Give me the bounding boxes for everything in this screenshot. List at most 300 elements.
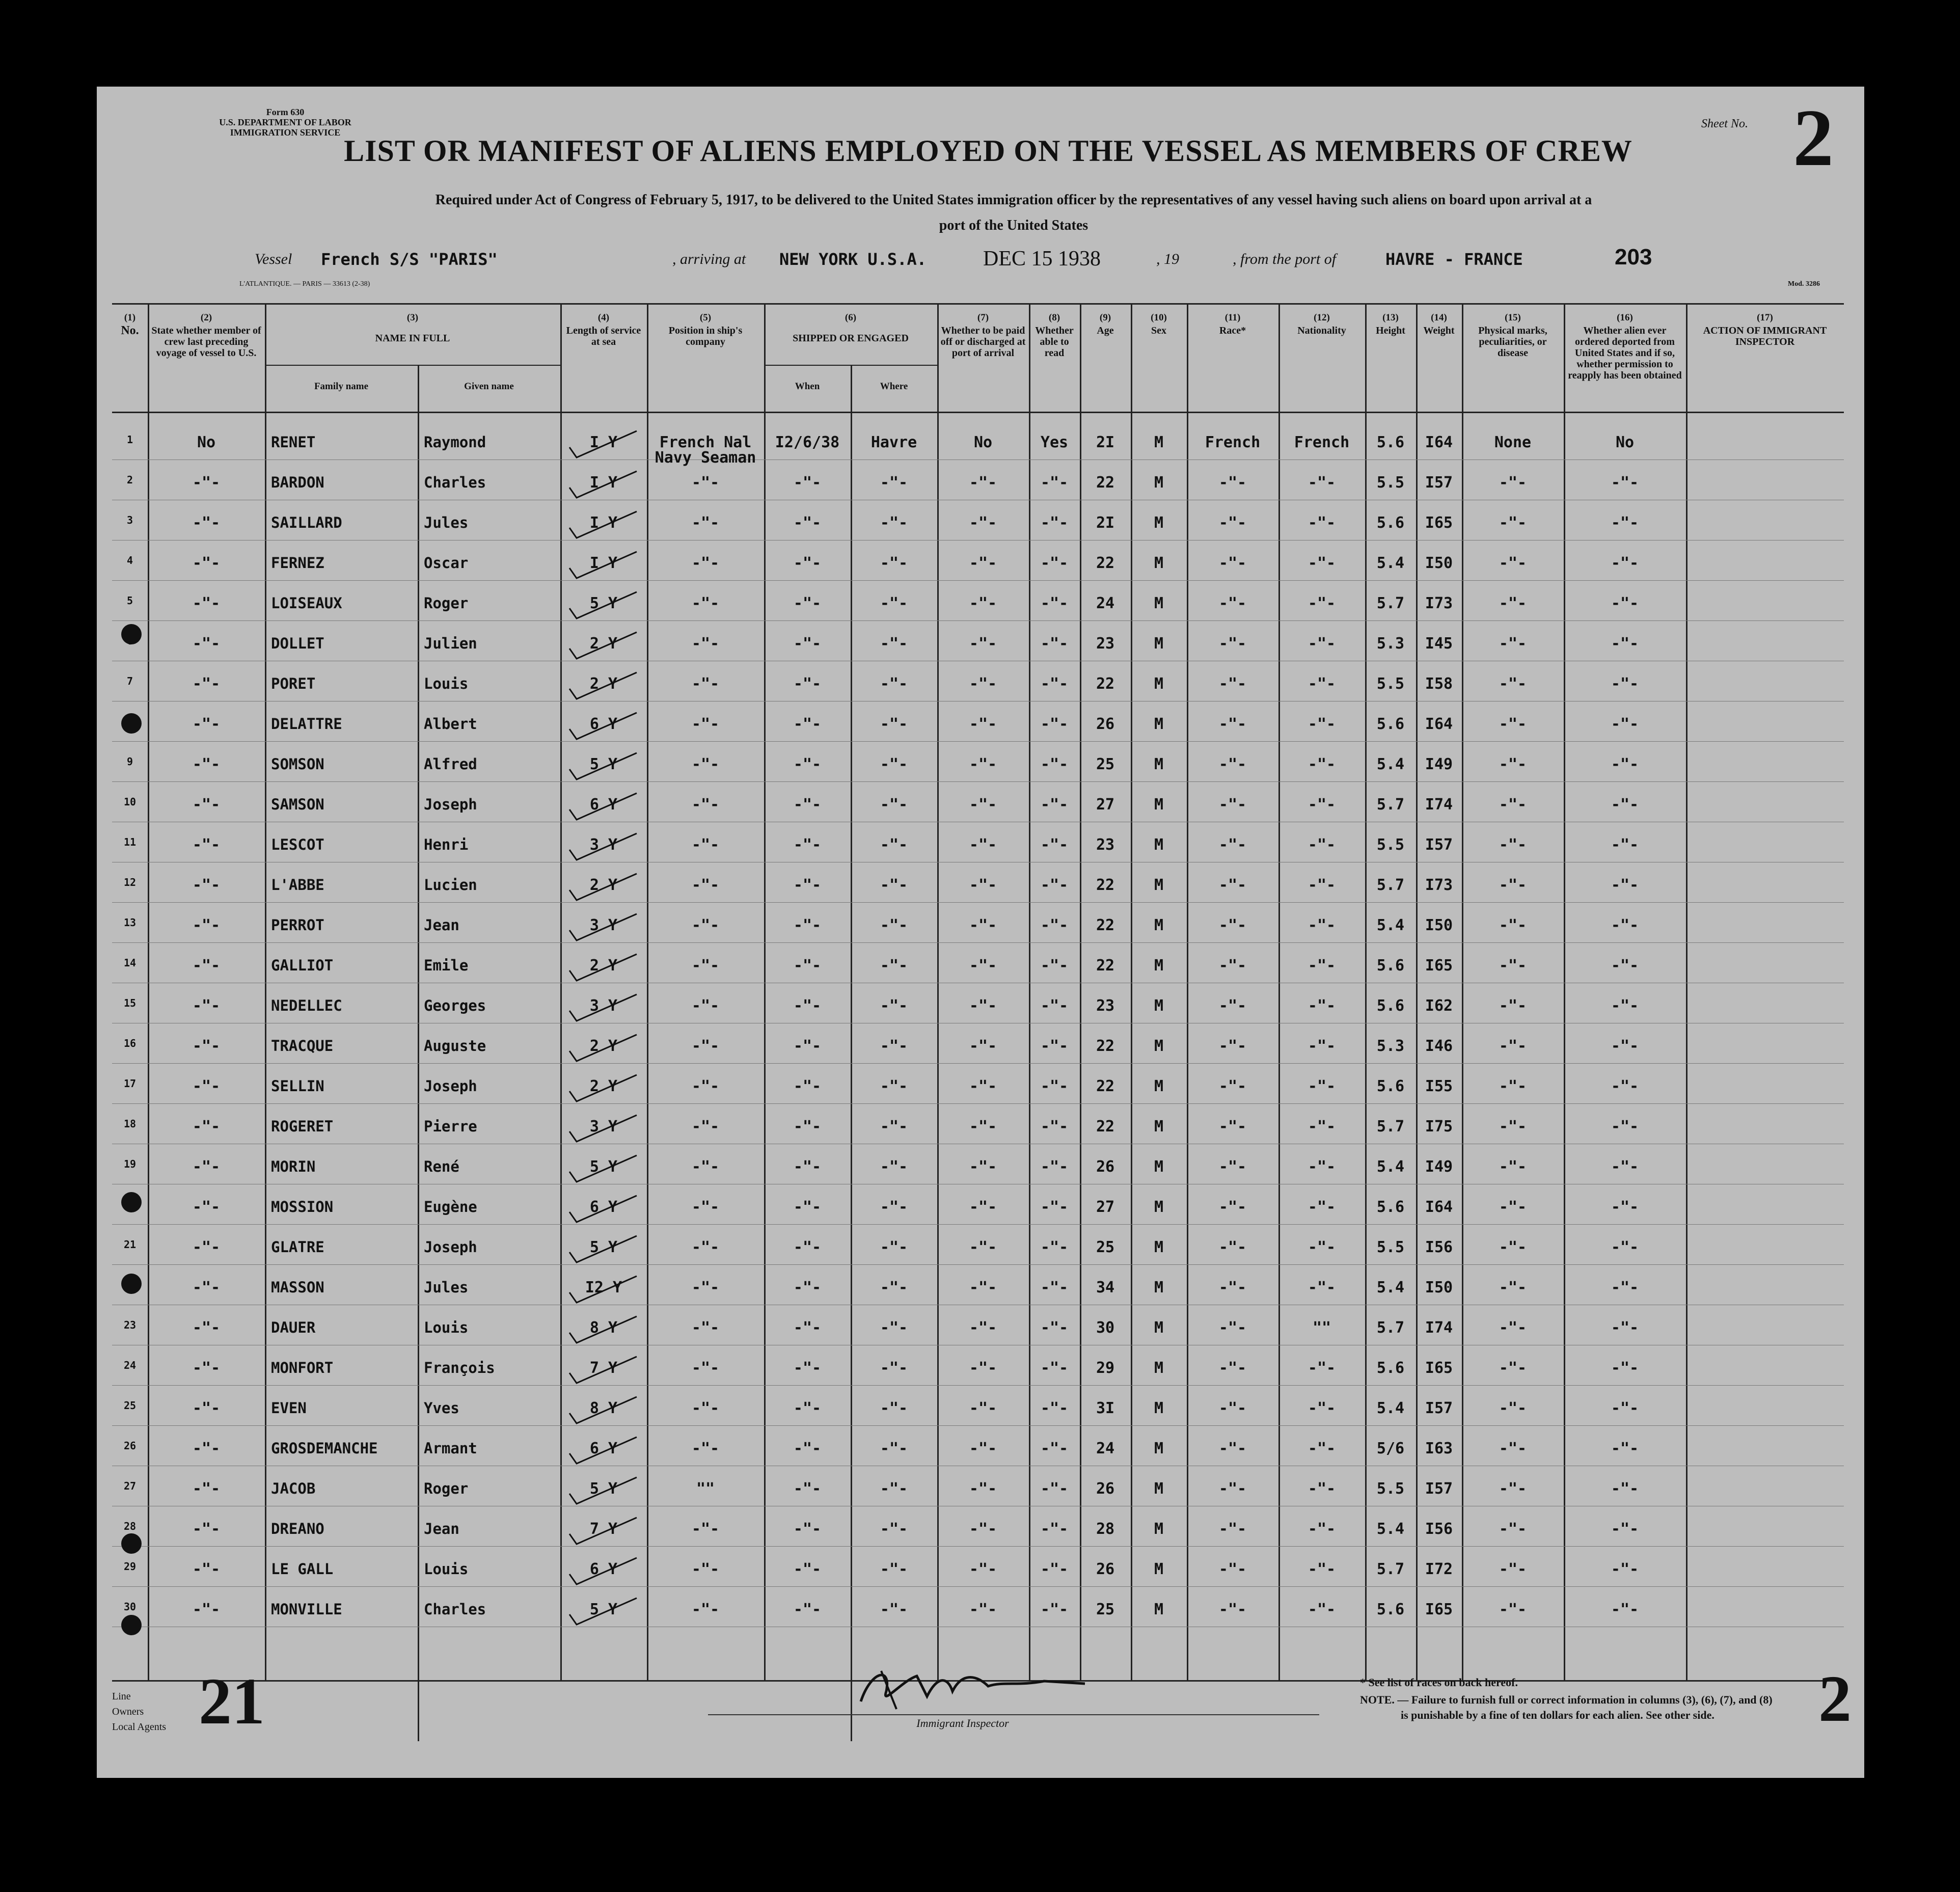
mod-number: Mod. 3286 [1788, 280, 1820, 288]
table-cell-given: Joseph [424, 1077, 477, 1095]
table-cell-age: 22 [1096, 675, 1115, 693]
table-cell-deported: -"- [1611, 1198, 1639, 1216]
table-cell-given: Jean [424, 1520, 459, 1537]
checkmark-icon [565, 1393, 642, 1428]
table-cell-nat: -"- [1308, 514, 1336, 532]
table-cell-prev: -"- [192, 594, 221, 612]
table-cell-position: -"- [691, 1359, 720, 1377]
table-cell-where: -"- [880, 755, 908, 773]
table-cell-nat: -"- [1308, 1440, 1336, 1457]
sheet-number: 2 [1793, 92, 1834, 183]
table-cell-race: -"- [1218, 957, 1247, 975]
table-cell-read: -"- [1040, 1158, 1069, 1176]
table-cell-no: 17 [123, 1077, 137, 1090]
table-cell-height: 5.6 [1376, 514, 1405, 532]
sub-column-header: Family name [314, 381, 369, 392]
table-cell-weight: I65 [1425, 1359, 1453, 1377]
table-cell-no: 4 [126, 554, 133, 566]
table-cell-sex: M [1154, 434, 1164, 451]
table-cell-service: 5 Y [589, 1601, 618, 1618]
table-cell-weight: I75 [1425, 1118, 1453, 1136]
table-cell-no: 10 [123, 796, 137, 808]
table-cell-height: 5.3 [1376, 1037, 1405, 1055]
row-rule [112, 942, 1844, 943]
punch-hole [121, 713, 142, 734]
table-cell-service: 8 Y [589, 1399, 618, 1417]
header-divider [112, 412, 1844, 413]
table-cell-nat: -"- [1308, 1037, 1336, 1055]
table-cell-age: 26 [1096, 1480, 1115, 1498]
table-cell-where: -"- [880, 1440, 908, 1457]
column-number: (8) [1048, 312, 1060, 323]
vessel-label: Vessel [255, 251, 292, 267]
table-cell-nat: French [1294, 434, 1350, 451]
table-cell-sex: M [1154, 1279, 1164, 1296]
table-cell-prev: -"- [192, 474, 221, 492]
column-number: (13) [1382, 312, 1399, 323]
column-header: Position in ship's company [668, 325, 743, 347]
checkmark-icon [565, 749, 642, 785]
document-title: LIST OR MANIFEST OF ALIENS EMPLOYED ON THE VESSEL AS MEMBERS OF CREW [344, 134, 1632, 168]
table-cell-marks: -"- [1499, 916, 1527, 934]
table-cell-race: -"- [1218, 1399, 1247, 1417]
table-cell-where: -"- [880, 514, 908, 532]
column-number: (12) [1314, 312, 1330, 323]
table-cell-prev: -"- [192, 1319, 221, 1337]
table-cell-when: -"- [793, 1601, 822, 1618]
table-cell-age: 22 [1096, 554, 1115, 572]
table-cell-height: 5.4 [1376, 1399, 1405, 1417]
table-cell-family: GLATRE [271, 1238, 324, 1256]
column-divider [764, 305, 766, 1680]
table-cell-race: -"- [1218, 715, 1247, 733]
table-cell-nat: -"- [1308, 876, 1336, 894]
table-cell-when: -"- [793, 1238, 822, 1256]
table-cell-when: -"- [793, 1158, 822, 1176]
table-cell-marks: -"- [1499, 514, 1527, 532]
column-number: (2) [200, 312, 212, 323]
table-cell-height: 5.6 [1376, 1359, 1405, 1377]
table-cell-weight: I57 [1425, 474, 1453, 492]
table-cell-age: 25 [1096, 755, 1115, 773]
table-cell-paid: -"- [969, 635, 997, 653]
table-cell-age: 26 [1096, 1158, 1115, 1176]
checkmark-icon [565, 1232, 642, 1267]
table-cell-race: -"- [1218, 1560, 1247, 1578]
table-cell-paid: -"- [969, 474, 997, 492]
table-cell-service: 3 Y [589, 836, 618, 854]
table-cell-paid: -"- [969, 1601, 997, 1618]
table-cell-position: -"- [691, 635, 720, 653]
table-cell-age: 25 [1096, 1601, 1115, 1618]
column-header: Race* [1219, 325, 1246, 336]
table-cell-nat: -"- [1308, 1158, 1336, 1176]
table-cell-marks: -"- [1499, 997, 1527, 1015]
manifest-number: 203 [1615, 245, 1652, 269]
table-cell-deported: -"- [1611, 635, 1639, 653]
table-cell-weight: I50 [1425, 1279, 1453, 1296]
table-cell-no: 28 [123, 1520, 137, 1532]
table-cell-prev: -"- [192, 755, 221, 773]
table-cell-age: 24 [1096, 594, 1115, 612]
table-cell-read: -"- [1040, 635, 1069, 653]
table-cell-marks: -"- [1499, 1198, 1527, 1216]
table-cell-marks: -"- [1499, 715, 1527, 733]
table-cell-deported: -"- [1611, 594, 1639, 612]
table-cell-paid: -"- [969, 1037, 997, 1055]
table-cell-no: 24 [123, 1359, 137, 1371]
table-cell-paid: -"- [969, 957, 997, 975]
table-cell-when: -"- [793, 474, 822, 492]
table-cell-age: 22 [1096, 916, 1115, 934]
table-cell-age: 22 [1096, 1118, 1115, 1136]
table-cell-read: -"- [1040, 1279, 1069, 1296]
table-cell-no: 14 [123, 957, 137, 969]
table-cell-position: -"- [691, 755, 720, 773]
table-cell-where: -"- [880, 1158, 908, 1176]
column-number: (3) [406, 312, 419, 323]
table-cell-family: SAILLARD [271, 514, 342, 531]
table-cell-prev: -"- [192, 957, 221, 975]
table-cell-given: Joseph [424, 796, 477, 813]
table-cell-where: -"- [880, 957, 908, 975]
column-header: Whether to be paid off or discharged at port of arrival [940, 325, 1026, 359]
arriving-label: , arriving at [672, 251, 746, 267]
table-cell-read: -"- [1040, 876, 1069, 894]
table-cell-when: -"- [793, 554, 822, 572]
table-cell-marks: -"- [1499, 635, 1527, 653]
column-divider [560, 305, 562, 1680]
checkmark-icon [565, 427, 642, 463]
table-cell-weight: I72 [1425, 1560, 1453, 1578]
checkmark-icon [565, 829, 642, 865]
table-cell-where: -"- [880, 1359, 908, 1377]
table-cell-height: 5.5 [1376, 1480, 1405, 1498]
table-cell-deported: -"- [1611, 1359, 1639, 1377]
table-cell-age: 28 [1096, 1520, 1115, 1538]
table-cell-where: -"- [880, 1520, 908, 1538]
checkmark-icon [565, 467, 642, 503]
table-cell-given: Alfred [424, 755, 477, 773]
crew-table [112, 303, 1844, 1682]
table-cell-read: -"- [1040, 1520, 1069, 1538]
table-cell-when: -"- [793, 594, 822, 612]
checkmark-icon [565, 1111, 642, 1147]
table-cell-position: French Nal [659, 434, 752, 451]
table-cell-read: -"- [1040, 514, 1069, 532]
table-cell-weight: I74 [1425, 796, 1453, 814]
table-cell-nat: -"- [1308, 1601, 1336, 1618]
table-cell-marks: -"- [1499, 1037, 1527, 1055]
table-cell-family: DAUER [271, 1319, 316, 1336]
table-cell-sex: M [1154, 514, 1164, 532]
table-cell-deported: -"- [1611, 836, 1639, 854]
table-cell-height: 5.5 [1376, 675, 1405, 693]
table-cell-sex: M [1154, 755, 1164, 773]
table-cell-weight: I73 [1425, 594, 1453, 612]
table-cell-deported: -"- [1611, 1520, 1639, 1538]
table-cell-no: 18 [123, 1118, 137, 1130]
table-cell-nat: -"- [1308, 1198, 1336, 1216]
table-cell-family: MONVILLE [271, 1601, 342, 1618]
table-cell-service: 5 Y [589, 1480, 618, 1498]
table-cell-nat: "" [1312, 1319, 1331, 1337]
table-cell-age: 30 [1096, 1319, 1115, 1337]
table-cell-race: -"- [1218, 796, 1247, 814]
table-cell-deported: -"- [1611, 997, 1639, 1015]
table-cell-paid: -"- [969, 1198, 997, 1216]
table-cell-age: 3I [1096, 1399, 1115, 1417]
column-divider [1686, 305, 1687, 1680]
punch-hole [121, 1274, 142, 1294]
table-cell-service: 5 Y [589, 1158, 618, 1176]
table-cell-family: GALLIOT [271, 957, 334, 974]
table-cell-age: 23 [1096, 635, 1115, 653]
table-cell-weight: I64 [1425, 1198, 1453, 1216]
table-cell-weight: I58 [1425, 675, 1453, 693]
table-cell-deported: -"- [1611, 1440, 1639, 1457]
table-cell-nat: -"- [1308, 1077, 1336, 1095]
checkmark-icon [565, 1353, 642, 1388]
table-cell-read: -"- [1040, 755, 1069, 773]
column-header: Whether alien ever ordered deported from United States and if so, whether permission to reapply has been obtained [1568, 325, 1682, 381]
table-cell-deported: -"- [1611, 1238, 1639, 1256]
table-cell-no: 19 [123, 1158, 137, 1170]
table-cell-when: -"- [793, 635, 822, 653]
table-cell-marks: -"- [1499, 957, 1527, 975]
table-cell-height: 5.7 [1376, 594, 1405, 612]
table-cell-weight: I65 [1425, 514, 1453, 532]
table-cell-family: DELATTRE [271, 715, 342, 733]
table-cell-marks: -"- [1499, 675, 1527, 693]
table-cell-given: Raymond [424, 434, 486, 451]
table-cell-read: Yes [1040, 434, 1069, 451]
table-cell-sex: M [1154, 1158, 1164, 1176]
table-cell-sex: M [1154, 594, 1164, 612]
note-label: NOTE. — [1360, 1693, 1409, 1706]
table-cell-race: -"- [1218, 514, 1247, 532]
table-cell-weight: I57 [1425, 1480, 1453, 1498]
table-cell-marks: -"- [1499, 1319, 1527, 1337]
table-cell-given: Yves [424, 1399, 459, 1417]
table-cell-paid: -"- [969, 1077, 997, 1095]
table-cell-read: -"- [1040, 1480, 1069, 1498]
table-cell-age: 23 [1096, 997, 1115, 1015]
table-cell-prev: -"- [192, 1238, 221, 1256]
table-cell-paid: -"- [969, 1560, 997, 1578]
table-cell-marks: -"- [1499, 1279, 1527, 1296]
table-cell-given: Armant [424, 1440, 477, 1457]
table-cell-service: 3 Y [589, 997, 618, 1015]
table-cell-given: Jean [424, 916, 459, 934]
table-cell-where: -"- [880, 796, 908, 814]
fine-note [1360, 1692, 1773, 1723]
table-cell-weight: I65 [1425, 1601, 1453, 1618]
table-cell-race: -"- [1218, 876, 1247, 894]
row-rule [112, 1224, 1844, 1225]
table-cell-paid: -"- [969, 1359, 997, 1377]
table-cell-prev: -"- [192, 1601, 221, 1618]
column-divider [1187, 305, 1188, 1680]
table-cell-nat: -"- [1308, 796, 1336, 814]
table-cell-no: 15 [123, 997, 137, 1009]
column-divider [1278, 305, 1280, 1680]
table-cell-no: 9 [126, 755, 133, 768]
table-cell-service: I Y [589, 474, 618, 492]
table-cell-no: 12 [123, 876, 137, 888]
table-cell-read: -"- [1040, 836, 1069, 854]
note-line-1: Failure to furnish full or correct information in columns (3), (6), (7), and (8) [1411, 1693, 1773, 1706]
checkmark-icon [565, 668, 642, 704]
table-cell-service: 3 Y [589, 1118, 618, 1136]
table-cell-deported: -"- [1611, 554, 1639, 572]
column-number: (5) [699, 312, 712, 323]
column-number: (11) [1224, 312, 1241, 323]
table-cell-prev: -"- [192, 876, 221, 894]
table-cell-position: -"- [691, 474, 720, 492]
column-number: (7) [977, 312, 989, 323]
table-cell-nat: -"- [1308, 594, 1336, 612]
table-cell-paid: -"- [969, 1238, 997, 1256]
table-cell-race: -"- [1218, 1158, 1247, 1176]
table-cell-where: -"- [880, 1198, 908, 1216]
table-cell-position: -"- [691, 916, 720, 934]
table-cell-paid: -"- [969, 1319, 997, 1337]
year-label: , 19 [1156, 251, 1179, 267]
local-agents-label: Local Agents [112, 1721, 167, 1733]
table-cell-height: 5.4 [1376, 1158, 1405, 1176]
column-divider [1416, 305, 1418, 1680]
table-cell-race: -"- [1218, 1480, 1247, 1498]
table-cell-race: -"- [1218, 1601, 1247, 1618]
table-cell-race: -"- [1218, 1440, 1247, 1457]
table-cell-position: -"- [691, 876, 720, 894]
table-cell-family: LOISEAUX [271, 594, 342, 612]
table-cell-prev: -"- [192, 1480, 221, 1498]
table-cell-prev: -"- [192, 836, 221, 854]
table-cell-height: 5.6 [1376, 957, 1405, 975]
table-cell-when: -"- [793, 1118, 822, 1136]
table-cell-age: 26 [1096, 1560, 1115, 1578]
table-cell-deported: -"- [1611, 1279, 1639, 1296]
table-cell-given: Lucien [424, 876, 477, 894]
table-cell-family: FERNEZ [271, 554, 324, 572]
table-cell-prev: -"- [192, 715, 221, 733]
table-cell-age: 26 [1096, 715, 1115, 733]
table-cell-no: 13 [123, 916, 137, 929]
table-cell-paid: -"- [969, 1440, 997, 1457]
table-cell-race: -"- [1218, 997, 1247, 1015]
checkmark-icon [565, 1473, 642, 1509]
table-cell-position: -"- [691, 1319, 720, 1337]
table-cell-prev: -"- [192, 1198, 221, 1216]
table-cell-read: -"- [1040, 1560, 1069, 1578]
column-header: ACTION OF IMMIGRANT INSPECTOR [1703, 325, 1827, 347]
department-name: U.S. DEPARTMENT OF LABOR [219, 117, 351, 127]
table-cell-age: 24 [1096, 1440, 1115, 1457]
table-cell-weight: I56 [1425, 1238, 1453, 1256]
table-cell-read: -"- [1040, 997, 1069, 1015]
table-cell-position: -"- [691, 594, 720, 612]
table-cell-sex: M [1154, 1118, 1164, 1136]
table-cell-height: 5.7 [1376, 1319, 1405, 1337]
table-cell-read: -"- [1040, 1359, 1069, 1377]
table-cell-no: 3 [126, 514, 133, 526]
table-cell-read: -"- [1040, 957, 1069, 975]
column-number: (6) [845, 312, 857, 323]
table-cell-when: -"- [793, 715, 822, 733]
table-cell-where: -"- [880, 1560, 908, 1578]
table-cell-read: -"- [1040, 1399, 1069, 1417]
table-cell-read: -"- [1040, 1319, 1069, 1337]
table-cell-no: 21 [123, 1238, 137, 1251]
column-header: Physical marks, peculiarities, or disease [1478, 325, 1547, 359]
table-cell-marks: None [1494, 434, 1532, 451]
table-cell-service: 3 Y [589, 916, 618, 934]
checkmark-icon [565, 588, 642, 624]
column-divider [1131, 305, 1132, 1680]
table-cell-sex: M [1154, 1440, 1164, 1457]
table-cell-nat: -"- [1308, 554, 1336, 572]
table-cell-sex: M [1154, 1238, 1164, 1256]
table-cell-when: -"- [793, 1399, 822, 1417]
arrival-port: NEW YORK U.S.A. [779, 250, 927, 269]
table-cell-prev: -"- [192, 1077, 221, 1095]
table-cell-weight: I65 [1425, 957, 1453, 975]
from-port: HAVRE - FRANCE [1385, 250, 1523, 269]
from-port-label: , from the port of [1233, 251, 1337, 267]
table-cell-no: 7 [126, 675, 133, 687]
table-cell-race: -"- [1218, 1238, 1247, 1256]
table-cell-prev: -"- [192, 1279, 221, 1296]
races-note: * See list of races on back hereof. [1360, 1676, 1518, 1689]
checkmark-icon [565, 1272, 642, 1308]
table-cell-sex: M [1154, 474, 1164, 492]
table-cell-deported: -"- [1611, 1158, 1639, 1176]
table-cell-marks: -"- [1499, 836, 1527, 854]
table-cell-marks: -"- [1499, 1601, 1527, 1618]
checkmark-icon [565, 1031, 642, 1066]
table-cell-when: -"- [793, 755, 822, 773]
table-cell-deported: -"- [1611, 796, 1639, 814]
table-cell-paid: -"- [969, 836, 997, 854]
table-cell-sex: M [1154, 796, 1164, 814]
table-cell-paid: -"- [969, 514, 997, 532]
table-cell-marks: -"- [1499, 876, 1527, 894]
table-cell-paid: -"- [969, 1520, 997, 1538]
checkmark-icon [565, 709, 642, 744]
table-cell-prev: -"- [192, 1520, 221, 1538]
table-cell-deported: -"- [1611, 755, 1639, 773]
table-cell-given: Roger [424, 1480, 469, 1497]
table-cell-when: -"- [793, 957, 822, 975]
table-cell-no: 29 [123, 1560, 137, 1573]
table-cell-weight: I45 [1425, 635, 1453, 653]
table-cell-marks: -"- [1499, 1238, 1527, 1256]
table-cell-prev: -"- [192, 514, 221, 532]
table-cell-family: NEDELLEC [271, 997, 342, 1014]
table-cell-given: Henri [424, 836, 469, 853]
table-cell-paid: -"- [969, 594, 997, 612]
table-cell-age: 29 [1096, 1359, 1115, 1377]
table-cell-position: -"- [691, 957, 720, 975]
table-cell-where: -"- [880, 1279, 908, 1296]
table-cell-position: -"- [691, 1238, 720, 1256]
table-cell-deported: -"- [1611, 1399, 1639, 1417]
column-header: SHIPPED OR ENGAGED [793, 333, 909, 344]
column-number: (1) [124, 312, 136, 323]
table-cell-marks: -"- [1499, 594, 1527, 612]
